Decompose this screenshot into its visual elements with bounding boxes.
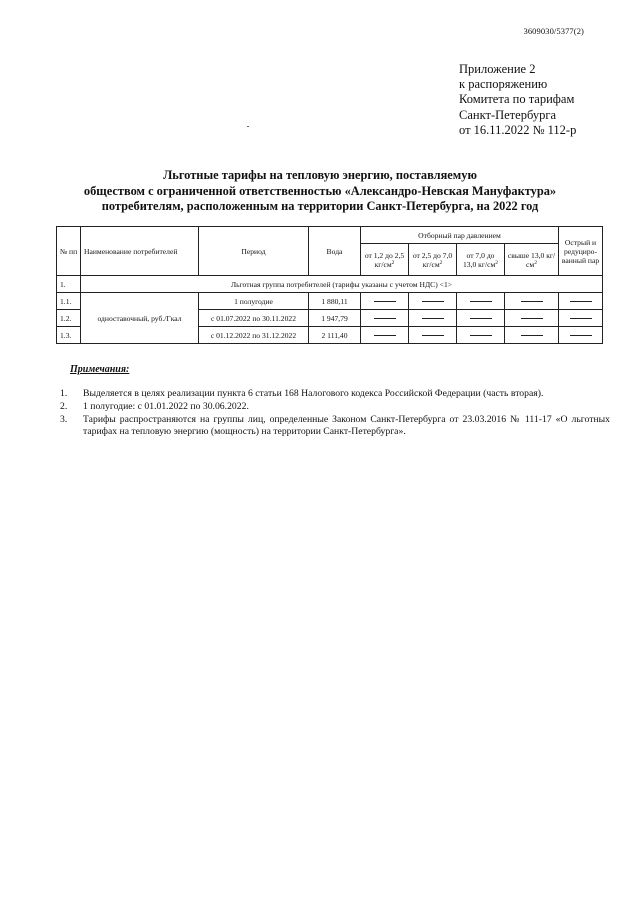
row-period: с 01.07.2022 по 30.11.2022 [199,310,309,327]
header-consumer-name: Наименование потребителей [81,227,199,276]
appendix-line: от 16.11.2022 № 112-р [459,122,577,137]
header-steam-group: Отборный пар давлением [361,227,559,244]
row-period: 1 полугодие [199,293,309,310]
note-num: 1. [60,388,68,399]
header-water: Вода [309,227,361,276]
appendix-line: Комитета по тарифам [459,92,575,107]
row-dash [361,293,409,310]
row-dash [409,293,457,310]
appendix-block [459,62,576,138]
row-dash [559,293,603,310]
row-dash [457,327,505,344]
consumer-cell: одноставочный, руб./Гкал [81,293,199,344]
header-num: № пп [57,227,81,276]
header-pressure-1: от 1,2 до 2,5 $кг/см^2$ [361,244,409,276]
row-water: 2 111,40 [309,327,361,344]
document-title [40,168,600,215]
note-text: 1 полугодие: с 01.01.2022 по 30.06.2022. [83,401,249,412]
row-period: с 01.12.2022 по 31.12.2022 [199,327,309,344]
row-dash [559,327,603,344]
note-text: Выделяется в целях реализации пункта 6 статьи 168 Налогового кодекса Российской Федерации (часть вторая). [83,388,544,399]
note-item [60,414,610,439]
note-num: 3. [60,414,68,425]
row-dash [457,310,505,327]
tariff-table [56,226,603,344]
table-row [57,293,603,310]
row-dash [505,327,559,344]
note-text: Тарифы распространяются на группы лиц, определенные Законом Санкт-Петербурга от 23.03.2016 № 111-17 «О льготных тарифах на тепловую энергию (мощность) на территории Санкт-Петербурга». [83,414,610,438]
note-item [60,388,610,400]
group-text: Льготная группа потребителей (тарифы указаны с учетом НДС) <1> [81,276,603,293]
title-line: потребителям, расположенным на территории Санкт-Петербурга, на 2022 год [101,199,539,213]
title-line: обществом с ограниченной ответственностью «Александро-Невская Мануфактура» [83,183,557,198]
row-dash [409,327,457,344]
appendix-line: Приложение 2 [459,62,536,76]
row-water: 1 880,11 [309,293,361,310]
scan-speck [247,126,249,127]
header-pressure-3: от 7,0 до 13,0 $кг/см^2$ [457,244,505,276]
row-dash [505,310,559,327]
note-item [60,401,610,413]
appendix-line: к распоряжению [459,77,548,92]
header-sharp-steam: Острый и редуциро-ванный пар [559,227,603,276]
row-num: 1.2. [57,310,81,327]
notes-title: Примечания: [70,364,130,375]
document-number: 3609030/5377(2) [523,26,584,36]
row-dash [559,310,603,327]
row-dash [361,310,409,327]
header-pressure-2: от 2,5 до 7,0 $кг/см^2$ [409,244,457,276]
row-dash [457,293,505,310]
row-num: 1.1. [57,293,81,310]
appendix-line: Санкт-Петербурга [459,107,557,122]
note-num: 2. [60,401,68,412]
row-dash [409,310,457,327]
header-period: Период [199,227,309,276]
header-pressure-4: свыше 13,0 $кг/см^2$ [505,244,559,276]
row-num: 1.3. [57,327,81,344]
row-water: 1 947,79 [309,310,361,327]
row-dash [361,327,409,344]
row-dash [505,293,559,310]
group-row [57,276,603,293]
group-num: 1. [57,276,81,293]
title-line: Льготные тарифы на тепловую энергию, поставляемую [163,168,477,182]
